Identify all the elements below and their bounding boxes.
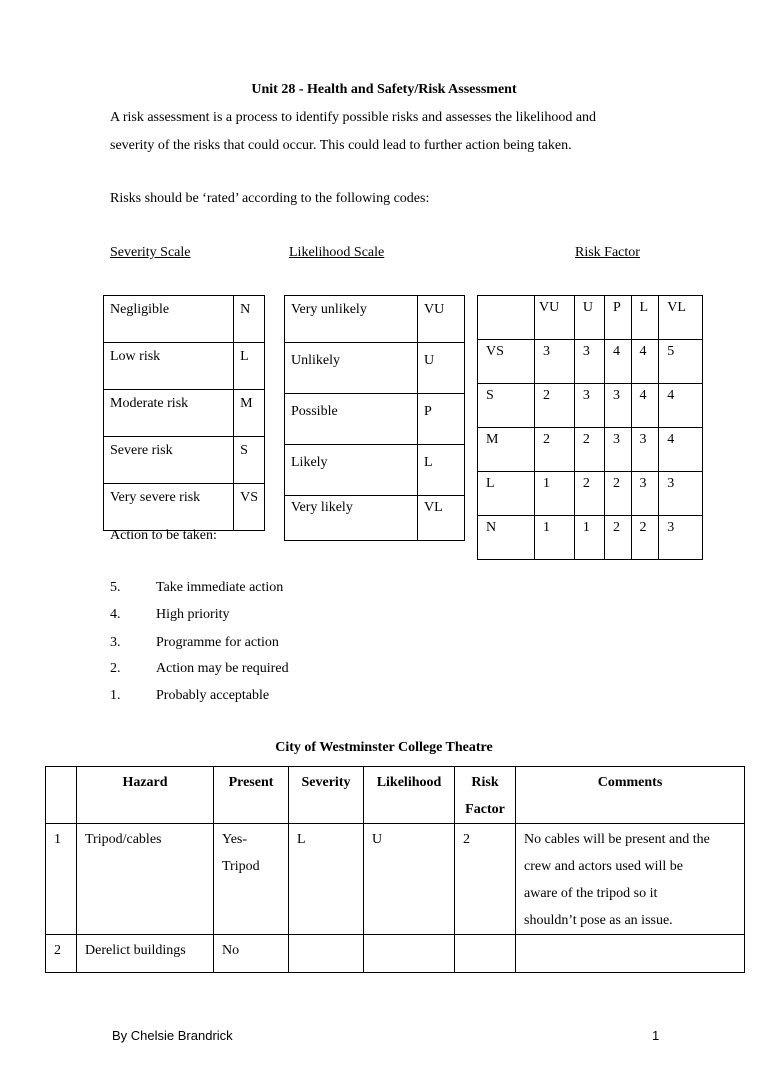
header-severity: Severity: [289, 767, 364, 824]
footer-author: By Chelsie Brandrick: [112, 1028, 233, 1043]
matrix-cell: 3: [605, 384, 632, 428]
severity-code: VS: [234, 484, 265, 531]
likelihood-code: P: [418, 394, 465, 445]
severity-label: Negligible: [104, 296, 234, 343]
intro-line-1: A risk assessment is a process to identify possible risks and assesses the likelihood and: [110, 110, 597, 125]
likelihood-label: Very likely: [285, 496, 418, 541]
matrix-cell: 2: [535, 428, 575, 472]
matrix-cell: 4: [659, 384, 703, 428]
matrix-cell: 2: [574, 428, 604, 472]
header-risk-factor: [455, 767, 516, 824]
row-hazard: Derelict buildings: [77, 935, 214, 973]
row-likelihood: [364, 935, 455, 973]
rated-text: Risks should be ‘rated’ according to the following codes:: [110, 191, 430, 206]
header-hazard: Hazard: [77, 767, 214, 824]
matrix-cell: 3: [631, 472, 659, 516]
matrix-column-header: VL: [659, 296, 703, 340]
likelihood-scale-table: [284, 295, 465, 541]
header-likelihood: Likelihood: [364, 767, 455, 824]
matrix-row-header: S: [478, 384, 535, 428]
action-text: Action may be required: [156, 661, 289, 676]
comment-line: No cables will be present and the: [524, 832, 710, 847]
matrix-cell: 4: [631, 384, 659, 428]
severity-label: Moderate risk: [104, 390, 234, 437]
matrix-row-header: N: [478, 516, 535, 560]
matrix-cell: 1: [535, 472, 575, 516]
row-comments: [516, 935, 745, 973]
matrix-cell: 3: [535, 340, 575, 384]
table-row: [285, 343, 465, 394]
severity-label: Very severe risk: [104, 484, 234, 531]
matrix-cell: 1: [535, 516, 575, 560]
table-row: [478, 340, 703, 384]
action-number: 1.: [110, 688, 121, 703]
severity-code: S: [234, 437, 265, 484]
row-present: No: [214, 935, 289, 973]
matrix-corner: [478, 296, 535, 340]
row-likelihood: U: [364, 824, 455, 935]
matrix-column-header: L: [631, 296, 659, 340]
table-row: [104, 343, 265, 390]
likelihood-label: Possible: [285, 394, 418, 445]
row-number: 2: [46, 935, 77, 973]
theatre-title: City of Westminster College Theatre: [275, 740, 493, 755]
table-row: [104, 437, 265, 484]
table-row: [478, 516, 703, 560]
header-num: [46, 767, 77, 824]
table-row: [46, 824, 745, 935]
row-severity: [289, 935, 364, 973]
intro-line-2: severity of the risks that could occur. This could lead to further action being taken.: [110, 138, 572, 153]
matrix-cell: 3: [574, 340, 604, 384]
row-risk-factor: 2: [455, 824, 516, 935]
action-number: 3.: [110, 635, 121, 650]
matrix-cell: 5: [659, 340, 703, 384]
row-hazard: Tripod/cables: [77, 824, 214, 935]
severity-code: L: [234, 343, 265, 390]
row-severity: L: [289, 824, 364, 935]
matrix-cell: 2: [605, 516, 632, 560]
table-row: [104, 296, 265, 343]
action-number: 4.: [110, 607, 121, 622]
header-risk-factor-line2: Factor: [465, 802, 505, 817]
comment-line: crew and actors used will be: [524, 859, 683, 874]
action-number: 5.: [110, 580, 121, 595]
row-present: [214, 824, 289, 935]
matrix-cell: 3: [605, 428, 632, 472]
matrix-cell: 3: [659, 516, 703, 560]
likelihood-code: L: [418, 445, 465, 496]
matrix-cell: 2: [605, 472, 632, 516]
row-comments: [516, 824, 745, 935]
table-row: [478, 296, 703, 340]
action-heading: Action to be taken:: [110, 528, 217, 543]
severity-code: M: [234, 390, 265, 437]
severity-code: N: [234, 296, 265, 343]
severity-heading: Severity Scale: [110, 245, 191, 260]
table-row: [104, 390, 265, 437]
matrix-column-header: VU: [535, 296, 575, 340]
table-row: [478, 384, 703, 428]
table-row: [285, 496, 465, 541]
likelihood-code: VL: [418, 496, 465, 541]
row-number: 1: [46, 824, 77, 935]
matrix-cell: 1: [574, 516, 604, 560]
action-text: Programme for action: [156, 635, 279, 650]
row-risk-factor: [455, 935, 516, 973]
header-comments: Comments: [516, 767, 745, 824]
matrix-cell: 2: [631, 516, 659, 560]
table-row: [285, 394, 465, 445]
table-row: [478, 428, 703, 472]
likelihood-label: Very unlikely: [285, 296, 418, 343]
action-text: High priority: [156, 607, 230, 622]
page-title: Unit 28 - Health and Safety/Risk Assessment: [251, 82, 517, 97]
matrix-column-header: P: [605, 296, 632, 340]
action-text: Probably acceptable: [156, 688, 270, 703]
table-row: [104, 484, 265, 531]
likelihood-heading: Likelihood Scale: [289, 245, 385, 260]
matrix-cell: 4: [605, 340, 632, 384]
matrix-row-header: L: [478, 472, 535, 516]
header-present: Present: [214, 767, 289, 824]
action-number: 2.: [110, 661, 121, 676]
comment-line: shouldn’t pose as an issue.: [524, 913, 673, 928]
likelihood-label: Unlikely: [285, 343, 418, 394]
likelihood-code: U: [418, 343, 465, 394]
table-header-row: [46, 767, 745, 824]
matrix-row-header: VS: [478, 340, 535, 384]
row-present-line1: Yes-: [222, 832, 248, 847]
matrix-cell: 2: [535, 384, 575, 428]
risk-factor-matrix: [477, 295, 703, 560]
severity-label: Severe risk: [104, 437, 234, 484]
matrix-cell: 3: [659, 472, 703, 516]
risk-factor-heading: Risk Factor: [575, 245, 640, 260]
likelihood-label: Likely: [285, 445, 418, 496]
severity-label: Low risk: [104, 343, 234, 390]
matrix-cell: 3: [631, 428, 659, 472]
likelihood-code: VU: [418, 296, 465, 343]
matrix-cell: 4: [631, 340, 659, 384]
footer-page-number: 1: [652, 1028, 660, 1043]
header-risk-factor-line1: Risk: [471, 775, 499, 790]
matrix-row-header: M: [478, 428, 535, 472]
row-present-line2: Tripod: [222, 859, 260, 874]
matrix-cell: 3: [574, 384, 604, 428]
matrix-cell: 2: [574, 472, 604, 516]
matrix-column-header: U: [574, 296, 604, 340]
table-row: [478, 472, 703, 516]
table-row: [285, 445, 465, 496]
severity-scale-table: [103, 295, 265, 531]
matrix-cell: 4: [659, 428, 703, 472]
risk-assessment-table: [45, 766, 745, 973]
table-row: [46, 935, 745, 973]
action-text: Take immediate action: [156, 580, 284, 595]
comment-line: aware of the tripod so it: [524, 886, 658, 901]
table-row: [285, 296, 465, 343]
